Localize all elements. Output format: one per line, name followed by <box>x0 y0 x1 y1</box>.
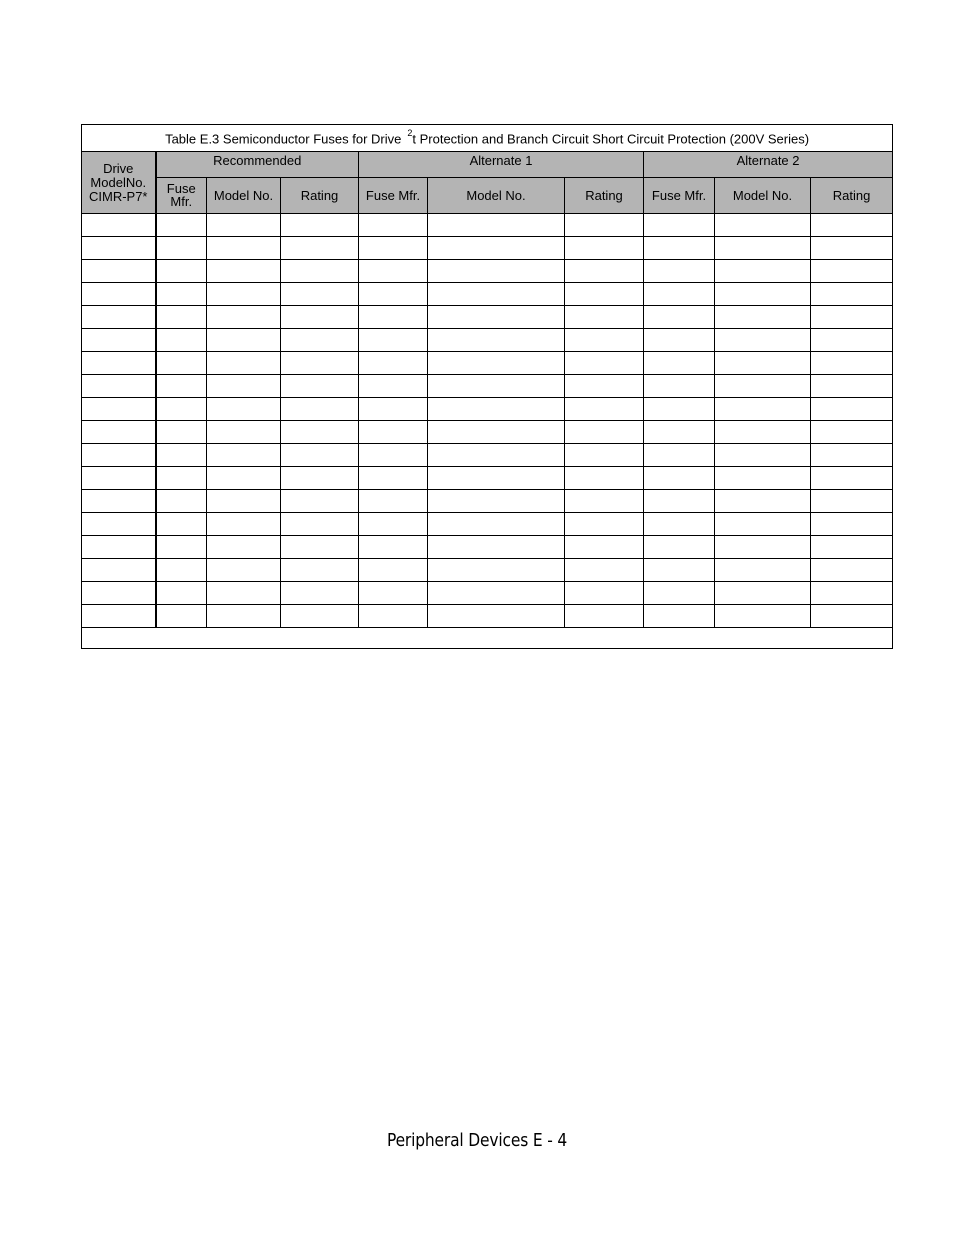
table-cell <box>644 536 715 559</box>
fuse-table-container <box>81 124 892 649</box>
drive-header-line1: Drive <box>103 160 134 176</box>
table-row <box>82 329 893 352</box>
table-row <box>82 582 893 605</box>
table-cell <box>715 214 811 237</box>
table-cell <box>428 444 565 467</box>
table-cell <box>565 536 644 559</box>
table-cell <box>359 375 428 398</box>
table-cell <box>281 444 359 467</box>
table-cell <box>715 444 811 467</box>
table-footer-row <box>82 628 893 649</box>
table-cell <box>359 490 428 513</box>
table-cell <box>644 375 715 398</box>
table-cell <box>565 490 644 513</box>
drive-header-line2: ModelNo. <box>90 174 147 190</box>
table-cell <box>359 582 428 605</box>
header-alt2-rating: Rating <box>811 178 893 214</box>
table-cell <box>715 490 811 513</box>
table-cell <box>715 283 811 306</box>
table-cell <box>82 306 156 329</box>
table-cell <box>565 214 644 237</box>
table-cell <box>207 582 281 605</box>
table-cell <box>281 605 359 628</box>
table-cell <box>82 352 156 375</box>
table-cell <box>281 582 359 605</box>
table-cell <box>811 421 893 444</box>
table-cell <box>207 444 281 467</box>
table-cell <box>565 421 644 444</box>
table-cell <box>82 559 156 582</box>
table-cell <box>359 605 428 628</box>
table-cell <box>565 237 644 260</box>
table-cell <box>156 513 207 536</box>
table-row <box>82 352 893 375</box>
table-cell <box>428 398 565 421</box>
table-cell <box>811 536 893 559</box>
table-cell <box>359 513 428 536</box>
header-alt2-fuse-mfr: Fuse Mfr. <box>644 178 715 214</box>
table-cell <box>565 375 644 398</box>
table-cell <box>359 306 428 329</box>
drive-model-header <box>82 152 156 214</box>
table-cell <box>428 329 565 352</box>
table-cell <box>428 237 565 260</box>
table-cell <box>207 490 281 513</box>
table-cell <box>644 352 715 375</box>
table-cell <box>359 444 428 467</box>
table-cell <box>715 421 811 444</box>
table-cell <box>207 352 281 375</box>
table-cell <box>281 329 359 352</box>
table-cell <box>156 260 207 283</box>
table-cell <box>565 467 644 490</box>
table-cell <box>428 559 565 582</box>
table-cell <box>715 329 811 352</box>
table-cell <box>156 490 207 513</box>
page-footer: Peripheral Devices E - 4 <box>386 1130 568 1151</box>
table-cell <box>359 352 428 375</box>
table-cell <box>811 490 893 513</box>
table-cell <box>565 582 644 605</box>
table-cell <box>565 559 644 582</box>
table-cell <box>811 329 893 352</box>
table-cell <box>428 375 565 398</box>
table-cell <box>156 559 207 582</box>
table-cell <box>644 260 715 283</box>
group-header-alternate-2: Alternate 2 <box>644 152 893 178</box>
table-cell <box>428 214 565 237</box>
table-cell <box>359 214 428 237</box>
table-cell <box>359 237 428 260</box>
table-cell <box>811 306 893 329</box>
table-row <box>82 237 893 260</box>
group-header-alternate-1: Alternate 1 <box>359 152 644 178</box>
group-header-recommended: Recommended <box>156 152 359 178</box>
table-cell <box>156 306 207 329</box>
table-cell <box>207 467 281 490</box>
table-cell <box>281 375 359 398</box>
header-alt1-fuse-mfr: Fuse Mfr. <box>359 178 428 214</box>
table-row <box>82 605 893 628</box>
table-cell <box>281 467 359 490</box>
table-cell <box>428 467 565 490</box>
table-cell <box>281 352 359 375</box>
table-cell <box>811 398 893 421</box>
table-cell <box>156 398 207 421</box>
table-title-suffix: t Protection and Branch Circuit Short Circuit Protection (200V Series) <box>412 131 810 147</box>
header-alt1-model-no: Model No. <box>428 178 565 214</box>
table-cell <box>428 513 565 536</box>
table-cell <box>156 421 207 444</box>
table-cell <box>644 329 715 352</box>
table-cell <box>207 421 281 444</box>
fuse-mfr-line2: Mfr. <box>170 194 193 209</box>
table-cell <box>156 582 207 605</box>
table-cell <box>207 536 281 559</box>
table-row <box>82 398 893 421</box>
table-cell <box>428 605 565 628</box>
table-cell <box>82 490 156 513</box>
table-cell <box>644 283 715 306</box>
table-cell <box>715 260 811 283</box>
table-body <box>82 214 893 628</box>
table-cell <box>207 260 281 283</box>
table-cell <box>715 306 811 329</box>
table-cell <box>359 260 428 283</box>
table-cell <box>82 605 156 628</box>
table-cell <box>82 513 156 536</box>
table-cell <box>811 513 893 536</box>
table-cell <box>644 605 715 628</box>
table-cell <box>207 329 281 352</box>
table-cell <box>207 237 281 260</box>
table-cell <box>428 352 565 375</box>
table-cell <box>811 605 893 628</box>
table-cell <box>811 283 893 306</box>
table-cell <box>565 513 644 536</box>
table-cell <box>428 536 565 559</box>
table-cell <box>359 398 428 421</box>
table-cell <box>715 237 811 260</box>
table-cell <box>565 605 644 628</box>
table-cell <box>644 237 715 260</box>
table-cell <box>428 421 565 444</box>
table-cell <box>428 283 565 306</box>
table-cell <box>565 260 644 283</box>
table-cell <box>359 536 428 559</box>
table-cell <box>715 375 811 398</box>
table-row <box>82 559 893 582</box>
table-row <box>82 490 893 513</box>
table-cell <box>811 582 893 605</box>
table-cell <box>156 467 207 490</box>
table-cell <box>428 306 565 329</box>
table-cell <box>644 582 715 605</box>
table-row <box>82 283 893 306</box>
table-cell <box>281 421 359 444</box>
table-cell <box>207 559 281 582</box>
table-cell <box>82 237 156 260</box>
table-cell <box>281 513 359 536</box>
table-cell <box>156 536 207 559</box>
table-cell <box>811 444 893 467</box>
table-cell <box>207 513 281 536</box>
table-cell <box>359 421 428 444</box>
table-cell <box>281 306 359 329</box>
table-row <box>82 214 893 237</box>
table-cell <box>82 375 156 398</box>
table-cell <box>156 375 207 398</box>
table-cell <box>715 559 811 582</box>
header-alt2-model-no: Model No. <box>715 178 811 214</box>
table-cell <box>156 329 207 352</box>
table-cell <box>644 513 715 536</box>
table-cell <box>82 444 156 467</box>
table-cell <box>207 398 281 421</box>
table-title <box>82 125 893 152</box>
table-cell <box>207 605 281 628</box>
table-cell <box>281 214 359 237</box>
table-cell <box>82 398 156 421</box>
table-cell <box>644 214 715 237</box>
table-cell <box>82 421 156 444</box>
table-cell <box>644 421 715 444</box>
table-cell <box>281 260 359 283</box>
table-cell <box>428 582 565 605</box>
header-recommended-model-no: Model No. <box>207 178 281 214</box>
table-cell <box>565 329 644 352</box>
table-cell <box>565 398 644 421</box>
table-cell <box>82 260 156 283</box>
table-cell <box>644 444 715 467</box>
table-cell <box>811 260 893 283</box>
table-title-prefix: Table E.3 Semiconductor Fuses for Drive <box>165 131 402 147</box>
table-cell <box>207 283 281 306</box>
table-cell <box>644 490 715 513</box>
table-cell <box>715 467 811 490</box>
table-cell <box>156 605 207 628</box>
table-row <box>82 421 893 444</box>
semiconductor-fuses-table <box>81 124 893 649</box>
table-cell <box>82 467 156 490</box>
table-cell <box>359 467 428 490</box>
table-cell <box>281 490 359 513</box>
table-cell <box>644 306 715 329</box>
table-cell <box>811 237 893 260</box>
table-cell <box>715 352 811 375</box>
fuse-mfr-line1: Fuse <box>166 181 196 196</box>
table-cell <box>156 214 207 237</box>
header-alt1-rating: Rating <box>565 178 644 214</box>
table-cell <box>359 283 428 306</box>
table-cell <box>715 398 811 421</box>
table-cell <box>811 352 893 375</box>
table-row <box>82 444 893 467</box>
table-cell <box>281 237 359 260</box>
header-recommended-fuse-mfr <box>156 178 207 214</box>
table-row <box>82 306 893 329</box>
table-cell <box>811 214 893 237</box>
table-cell <box>811 467 893 490</box>
table-row <box>82 467 893 490</box>
table-cell <box>428 260 565 283</box>
table-cell <box>428 490 565 513</box>
table-cell <box>715 513 811 536</box>
table-cell <box>207 306 281 329</box>
table-cell <box>207 214 281 237</box>
table-cell <box>644 467 715 490</box>
table-cell <box>715 536 811 559</box>
table-cell <box>359 329 428 352</box>
table-cell <box>82 214 156 237</box>
table-cell <box>281 283 359 306</box>
table-cell <box>715 605 811 628</box>
table-cell <box>82 582 156 605</box>
table-row <box>82 375 893 398</box>
table-cell <box>156 352 207 375</box>
table-cell <box>156 444 207 467</box>
table-cell <box>644 398 715 421</box>
table-title-superscript: 2 <box>407 127 413 138</box>
table-cell <box>644 559 715 582</box>
table-cell <box>811 375 893 398</box>
table-cell <box>565 444 644 467</box>
table-cell <box>156 237 207 260</box>
table-row <box>82 513 893 536</box>
table-cell <box>207 375 281 398</box>
drive-header-line3: CIMR-P7* <box>88 188 148 204</box>
table-cell <box>281 536 359 559</box>
table-cell <box>82 536 156 559</box>
table-cell <box>82 283 156 306</box>
header-recommended-rating: Rating <box>281 178 359 214</box>
table-cell <box>565 283 644 306</box>
table-row <box>82 536 893 559</box>
table-cell <box>565 352 644 375</box>
table-cell <box>82 329 156 352</box>
table-cell <box>715 582 811 605</box>
table-cell <box>565 306 644 329</box>
table-cell <box>281 398 359 421</box>
table-cell <box>811 559 893 582</box>
table-row <box>82 260 893 283</box>
table-cell <box>281 559 359 582</box>
table-cell <box>156 283 207 306</box>
table-cell <box>359 559 428 582</box>
